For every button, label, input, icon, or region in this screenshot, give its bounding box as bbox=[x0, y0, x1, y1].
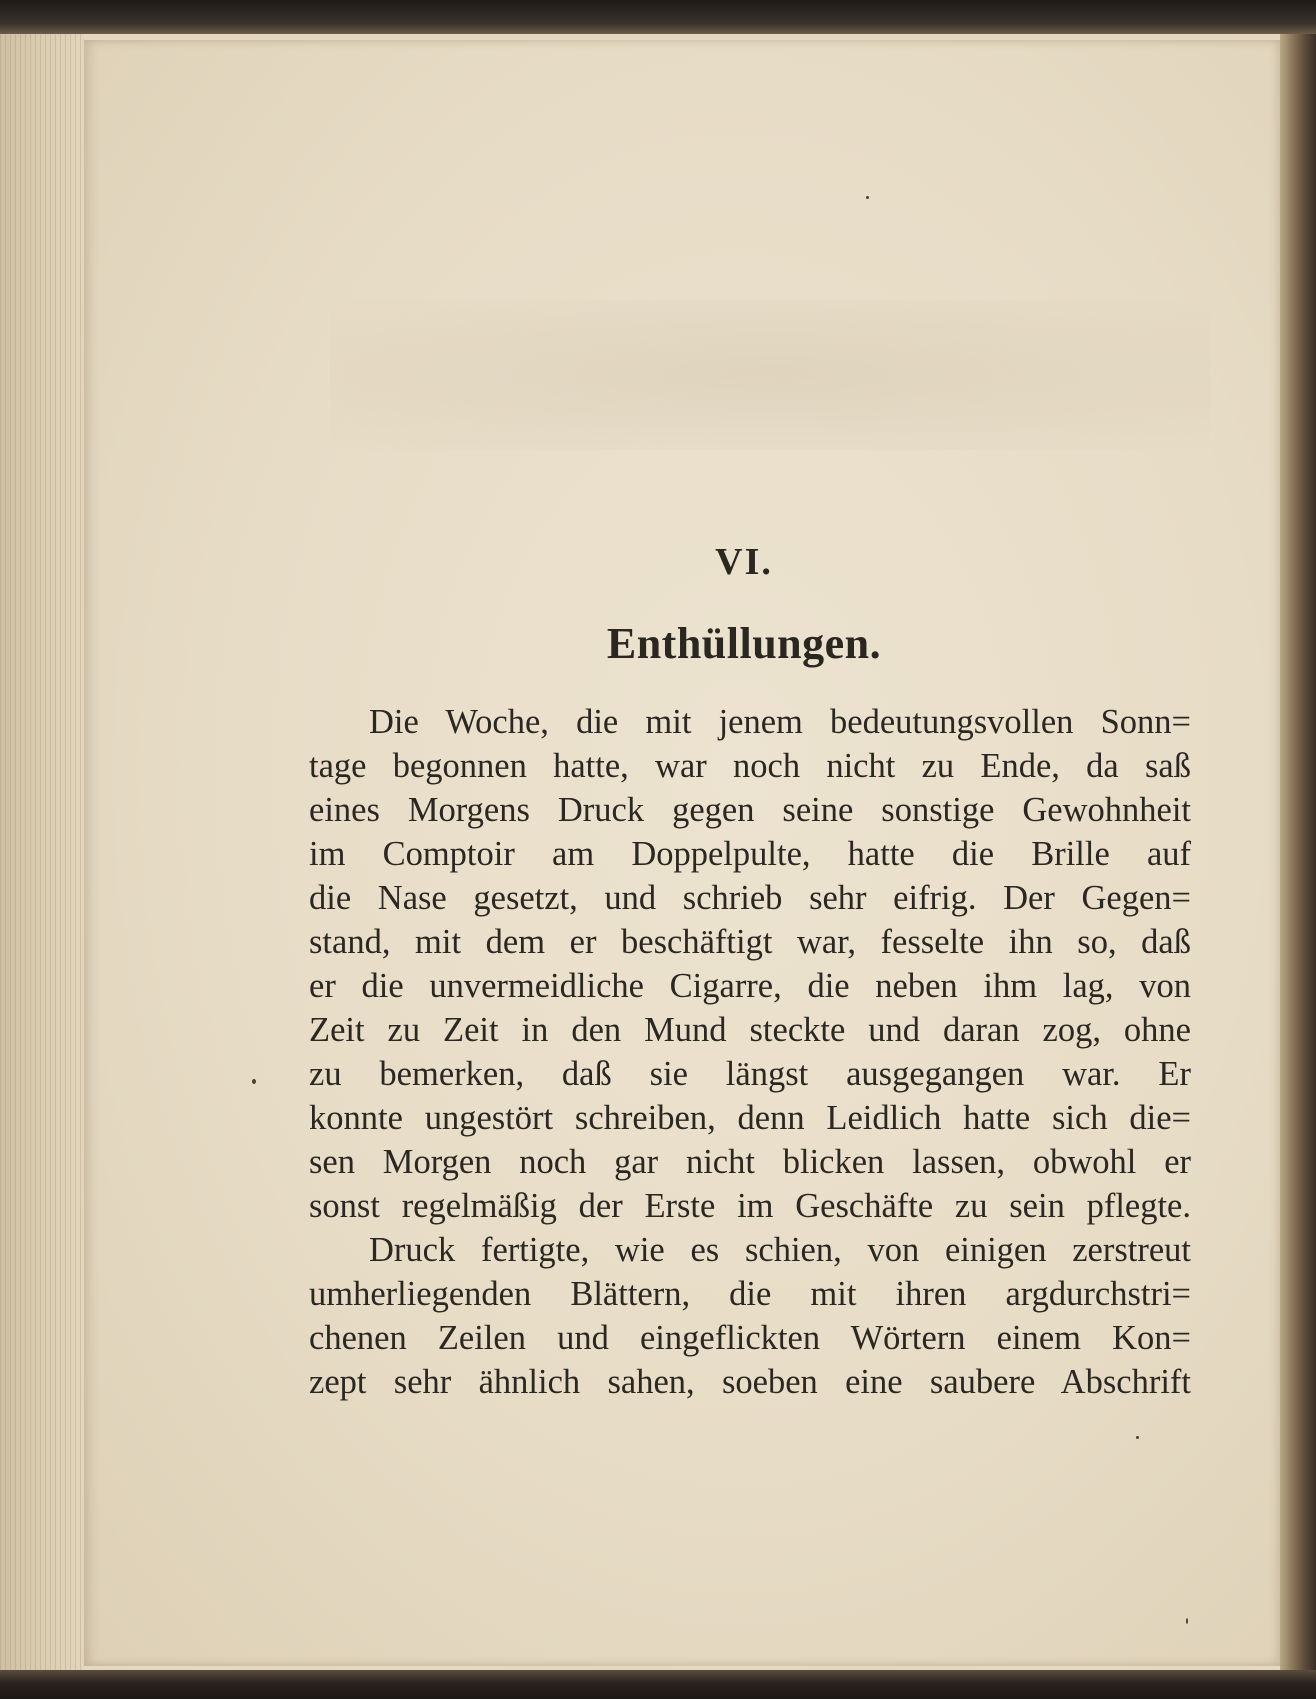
text-line: zu bemerken, daß sie längst ausgegangen war. Er bbox=[309, 1055, 1191, 1093]
text-line: er die unvermeidliche Cigarre, die neben ihm lag, von bbox=[309, 967, 1191, 1005]
text-line: konnte ungestört schreiben, denn Leidlich hatte sich die= bbox=[309, 1099, 1191, 1137]
text-line: Zeit zu Zeit in den Mund steckte und daran zog, ohne bbox=[309, 1011, 1191, 1049]
chapter-number: VI. bbox=[715, 541, 773, 583]
show-through-bleed bbox=[330, 300, 1210, 450]
text-line: im Comptoir am Doppelpulte, hatte die Brille auf bbox=[309, 835, 1191, 873]
page-stack-edge bbox=[0, 34, 84, 1670]
text-line: stand, mit dem er beschäftigt war, fesselte ihn so, daß bbox=[309, 923, 1191, 961]
book-spine-edge bbox=[1280, 34, 1316, 1670]
text-line: zept sehr ähnlich sahen, soeben eine saubere Abschrift bbox=[309, 1363, 1191, 1401]
text-line: Die Woche, die mit jenem bedeutungsvollen Sonn= bbox=[369, 703, 1191, 741]
paper-speck bbox=[252, 1079, 256, 1084]
paper-speck bbox=[1186, 1618, 1188, 1624]
paper-speck bbox=[866, 196, 869, 199]
scan-bottom-edge bbox=[0, 1670, 1316, 1699]
text-line: chenen Zeilen und eingeflickten Wörtern einem Kon= bbox=[309, 1319, 1191, 1357]
text-line: die Nase gesetzt, und schrieb sehr eifrig. Der Gegen= bbox=[309, 879, 1191, 917]
text-line: eines Morgens Druck gegen seine sonstige Gewohnheit bbox=[309, 791, 1191, 829]
chapter-title: Enthüllungen. bbox=[606, 619, 882, 668]
text-line: Druck fertigte, wie es schien, von einigen zerstreut bbox=[369, 1231, 1191, 1269]
text-line: sen Morgen noch gar nicht blicken lassen, obwohl er bbox=[309, 1143, 1191, 1181]
scan-top-edge bbox=[0, 0, 1316, 34]
text-line: sonst regelmäßig der Erste im Geschäfte zu sein pflegte. bbox=[309, 1187, 1191, 1225]
text-line: tage begonnen hatte, war noch nicht zu Ende, da saß bbox=[309, 747, 1191, 785]
paper-speck bbox=[1136, 1436, 1139, 1439]
body-text bbox=[309, 700, 1191, 1404]
text-line: umherliegenden Blättern, die mit ihren argdurchstri= bbox=[309, 1275, 1191, 1313]
